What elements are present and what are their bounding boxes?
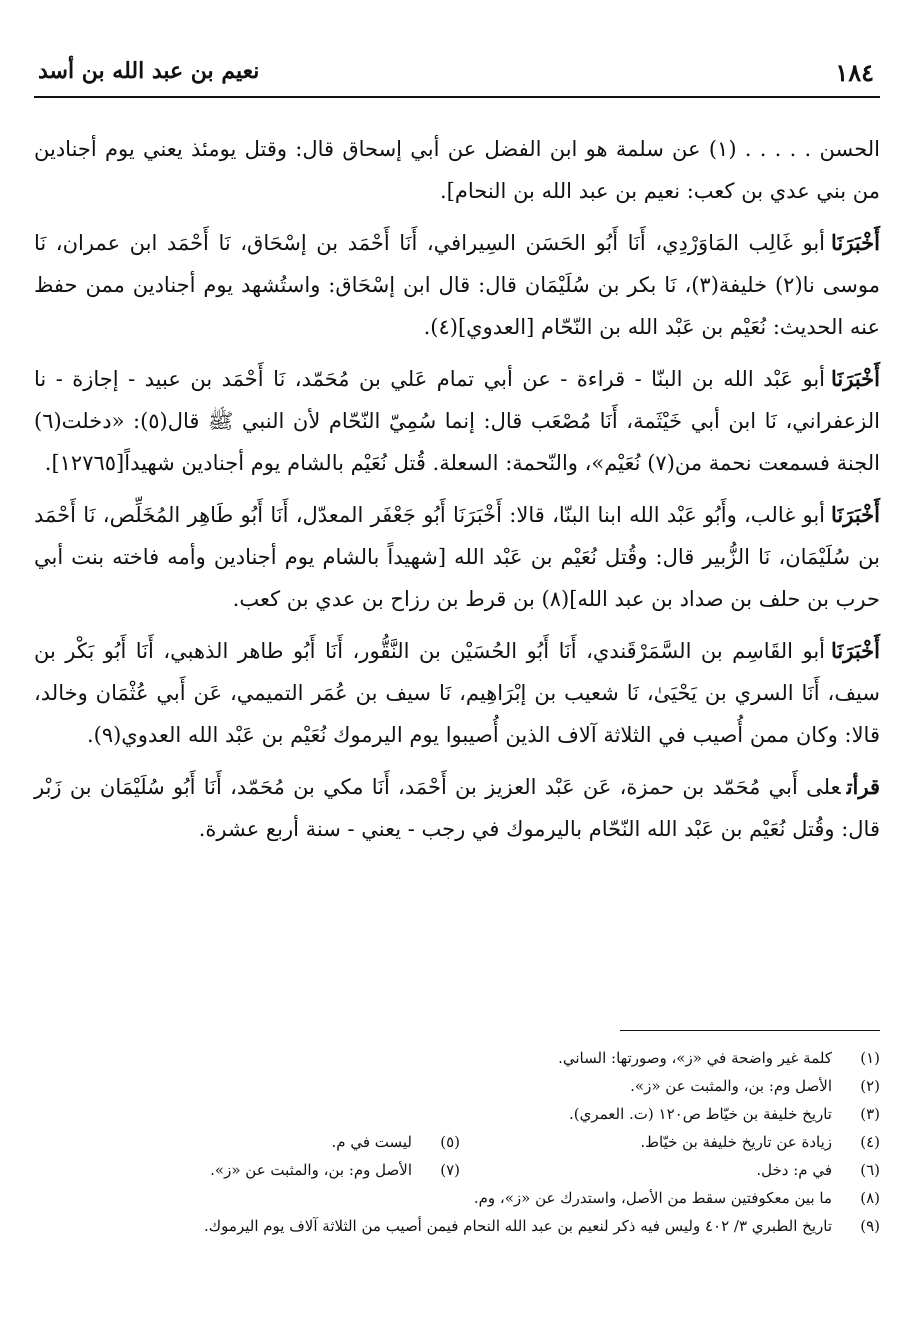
paragraph-text: الحسن . . . . . (١) عن سلمة هو ابن الفضل عن أبي إسحاق قال: وقتل يومئذ يعني يوم أجنادين من بني عدي بن كعب: نعيم بن عبد الله بن النحام]. — [34, 137, 880, 203]
footnote-text: في م: دخل. — [756, 1161, 832, 1179]
paragraph-lead: أَخْبَرَنَا — [831, 230, 880, 255]
footnote-number: (٨) — [860, 1189, 880, 1207]
footnote-number: (٩) — [860, 1217, 880, 1235]
book-page — [34, 40, 880, 1320]
footnote — [34, 1044, 880, 1072]
footnote-text: تاريخ خليفة بن خيّاط ص١٢٠ (ت. العمري). — [568, 1105, 832, 1123]
footnote-text: الأصل وم: بن، والمثبت عن «ز». — [210, 1161, 412, 1179]
paragraph — [34, 222, 880, 348]
footnote-row — [34, 1156, 880, 1184]
paragraph-lead: قرأت — [846, 774, 880, 799]
footnote-number: (٤) — [860, 1133, 880, 1151]
paragraph-lead: أَخْبَرَنَا — [831, 366, 880, 391]
paragraph-text: أبو غالب، وأَبُو عَبْد الله ابنا البنّا، قالا: أَخْبَرَنَا أَبُو جَعْفَر المعدّل، أَنَا أَبُو طَاهِر المُخَلِّص، نَا أَحْمَد بن سُلَيْمَان، نَا الزُّبير قال: وقُتل نُعَيْم بن عَبْد الله [شهيداً بالشام يوم أجنادين وأمه فاخته بنت أبي حرب بن حلف بن صداد بن عبد الله](٨) بن قرط بن رزاح بن عدي بن كعب. — [34, 503, 880, 611]
footnote-number: (٢) — [860, 1077, 880, 1095]
footnote-row — [34, 1128, 880, 1156]
footnote — [40, 1156, 460, 1184]
running-title: نعيم بن عبد الله بن أسد — [38, 58, 260, 84]
footnote-text: زيادة عن تاريخ خليفة بن خيّاط. — [640, 1133, 832, 1151]
footnote — [34, 1184, 880, 1212]
page-number: ١٨٤ — [835, 58, 874, 87]
footnote-text: ليست في م. — [331, 1133, 412, 1151]
footnote-text: كلمة غير واضحة في «ز»، وصورتها: الساني. — [558, 1049, 832, 1067]
footnote-number: (١) — [860, 1049, 880, 1067]
footnote — [34, 1100, 880, 1128]
paragraph-text: أبو عَبْد الله بن البنّا - قراءة - عن أبي تمام عَلي بن مُحَمّد، نَا أَحْمَد بن عبيد - إجازة - نا الزعفراني، نَا ابن أبي خَيْثَمة، أَنَا مُصْعَب قال: إنما سُمِيّ النّحّام لأن النبي ﷺ قال(٥): «دخلت(٦) الجنة فسمعت نحمة من(٧) نُعَيْم»، والنّحمة: السعلة. قُتل نُعَيْم بالشام يوم أجنادين شهيداً[١٢٧٦٥]. — [34, 367, 880, 475]
footnote-text: ما بين معكوفتين سقط من الأصل، واستدرك عن «ز»، وم. — [473, 1189, 832, 1207]
footnote-number: (٣) — [860, 1105, 880, 1123]
paragraph — [34, 766, 880, 850]
footnote — [40, 1128, 460, 1156]
footnote-number: (٧) — [440, 1161, 460, 1179]
footnotes — [34, 1044, 880, 1240]
footnote-number: (٦) — [860, 1161, 880, 1179]
paragraph — [34, 630, 880, 756]
footnote — [34, 1072, 880, 1100]
paragraph-lead: أَخْبَرَنَا — [831, 502, 880, 527]
paragraph-text: أبو غَالِب المَاوَرْدِي، أَنَا أَبُو الحَسَن السِيرافي، أَنَا أَحْمَد بن إسْحَاق، نَا أَحْمَد ابن عمران، نَا موسى نا(٢) خليفة(٣)، نَا بكر بن سُلَيْمَان قال: قال ابن إسْحَاق: واستُشهد يوم أجنادين ممن حفظ عنه الحديث: نُعَيْم بن عَبْد الله بن النّحّام [العدوي](٤). — [34, 231, 881, 339]
paragraph-lead: أَخْبَرَنَا — [831, 638, 880, 663]
page-header — [34, 40, 880, 98]
paragraph — [34, 358, 880, 484]
footnote-number: (٥) — [440, 1133, 460, 1151]
footnote — [460, 1128, 880, 1156]
footnote — [460, 1156, 880, 1184]
main-text — [34, 128, 880, 860]
paragraph-text: أبو القَاسِم بن السَّمَرْقَندي، أَنَا أَبُو الحُسَيْن بن النَّقُّور، أَنَا أَبُو طاهر الذهبي، أَنَا أَبُو بَكْر بن سيف، أَنَا السري بن يَحْيَىٰ، نَا شعيب بن إبْرَاهِيم، نَا سيف بن عُمَر التميمي، عَن أَبي عُثْمَان وخالد، قالا: وكان ممن أُصيب في الثلاثة آلاف الذين أُصيبوا يوم اليرموك نُعَيْم بن عَبْد الله العدوي(٩). — [34, 639, 880, 747]
paragraph-text: على أَبي مُحَمّد بن حمزة، عَن عَبْد العزيز بن أَحْمَد، أَنَا مكي بن مُحَمّد، أَنَا أَبُو سُلَيْمَان بن زَبْر قال: وقُتل نُعَيْم بن عَبْد الله النّحّام باليرموك في رجب - يعني - سنة أربع عشرة. — [34, 775, 880, 841]
footnote-text: تاريخ الطبري ٣/ ٤٠٢ وليس فيه ذكر لنعيم بن عبد الله النحام فيمن أصيب من الثلاثة آلاف يوم اليرموك. — [204, 1217, 832, 1235]
footnote — [34, 1212, 880, 1240]
footnote-divider — [620, 1030, 880, 1031]
footnote-text: الأصل وم: بن، والمثبت عن «ز». — [630, 1077, 832, 1095]
paragraph — [34, 494, 880, 620]
paragraph — [34, 128, 880, 212]
